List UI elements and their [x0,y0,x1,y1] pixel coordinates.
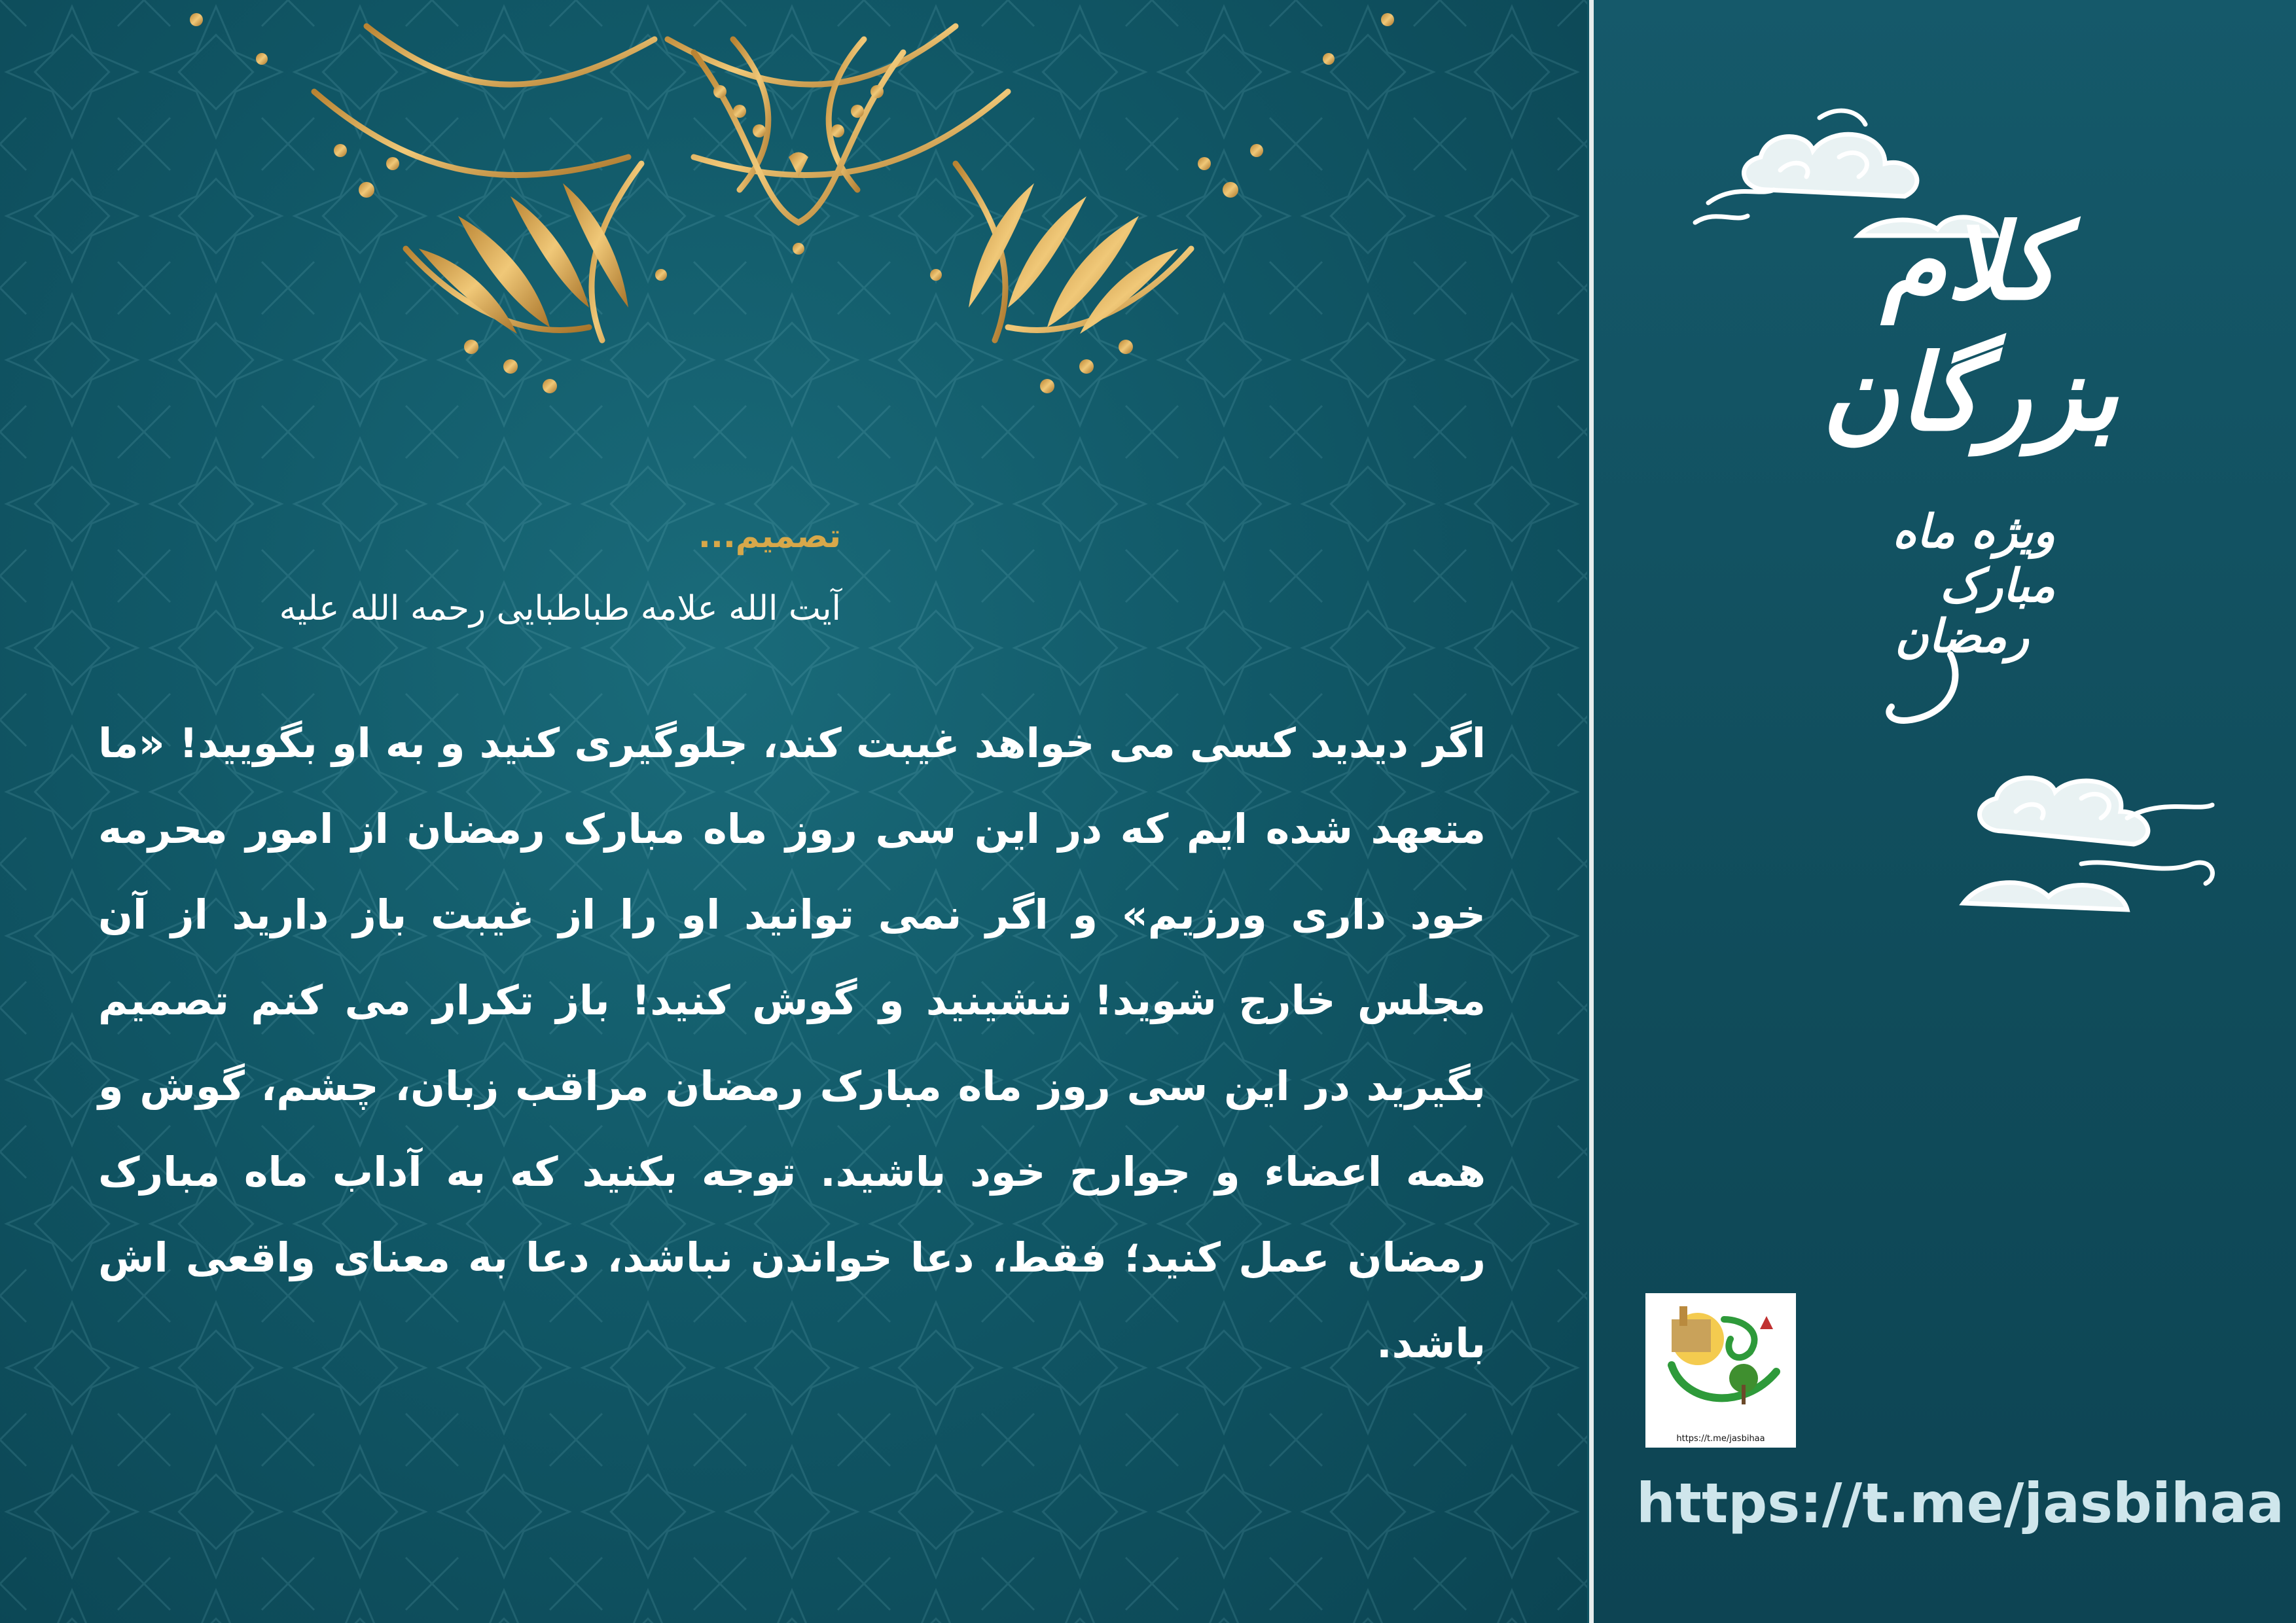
title-subtitle-line2: رمضان [1895,609,2029,663]
main-title: کلام بزرگان [1821,200,2119,454]
panel-divider [1589,0,1594,1623]
title-subtitle-line1: ویژه ماه مبارک [1892,504,2055,613]
telegram-link[interactable]: https://t.me/jasbihaa [1636,1471,2284,1535]
channel-logo [1645,1293,1796,1448]
gold-mandala-ornament-icon [0,0,1587,419]
quote-author: آیت الله علامه طباطبایی رحمه الله علیه [279,589,841,628]
cloud-ornament-bottom-icon [1950,746,2225,942]
quote-topic: تصمیم... [698,517,841,555]
logo-emblem-icon [1645,1293,1796,1431]
quote-body: اگر دیدید کسی می خواهد غیبت کند، جلوگیری کنید و به او بگویید! «ما متعهد شده ایم که در این سی روز ماه مبارک رمضان از امور محرمه خود داری ورزیم» و اگر نمی توانید او را از غیبت باز دارید از آن مجلس خارج شوید! ننشینید و گوش کنید! باز تکرار می کنم تصمیم بگیرید در این سی روز ماه مبارک رمضان مراقب زبان، چشم، گوش و همه اعضاء و جوارح خود باشید. توجه بکنید که به آداب ماه مبارک رمضان عمل کنید؛ فقط، دعا خواندن نباشد، دعا به معنای واقعی اش باشد. [98,719,1486,1367]
calligraphy-flourish-icon [1872,641,1977,746]
logo-caption: https://t.me/jasbihaa [1676,1434,1765,1444]
